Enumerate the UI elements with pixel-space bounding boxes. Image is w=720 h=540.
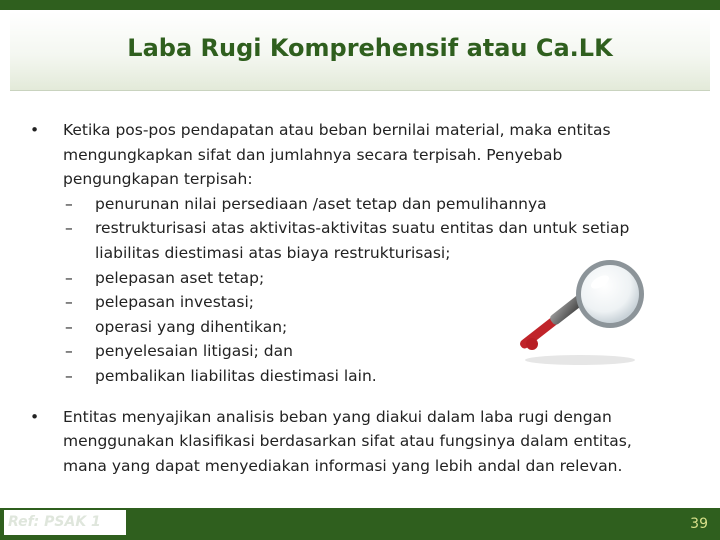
bullet-item [30, 118, 670, 192]
magnifying-glass-svg [510, 256, 660, 366]
bullet-text: Entitas menyajikan analisis beban yang diakui dalam laba rugi dengan menggunakan klasifikasi berdasarkan sifat atau fungsinya dalam entitas, mana yang dapat menyediakan informasi yang lebih andal dan relevan. [63, 407, 632, 475]
page-number: 39 [690, 516, 708, 532]
figure-hand [526, 338, 538, 350]
bullet-marker: • [30, 121, 40, 139]
sub-item-text: pelepasan aset tetap; [95, 268, 265, 287]
sub-item-text: penurunan nilai persediaan /aset tetap dan pemulihannya [95, 194, 547, 213]
sub-item-text: pembalikan liabilitas diestimasi lain. [95, 366, 377, 385]
dash-marker: – [65, 268, 73, 287]
spacer [30, 389, 670, 405]
shadow [525, 355, 635, 365]
magnifying-glass-figure-icon [510, 256, 660, 366]
reference-label: Ref: PSAK 1 [8, 514, 101, 530]
sub-item [65, 364, 670, 389]
dash-marker: – [65, 366, 73, 385]
dash-marker: – [65, 293, 73, 312]
bullet-marker: • [30, 407, 40, 426]
bullet-text: Ketika pos-pos pendapatan atau beban bernilai material, maka entitas mengungkapkan sifat dan jumlahnya secara terpisah. Penyebab pengungkapan terpisah: [63, 121, 611, 189]
bullet-item [30, 405, 670, 479]
dash-marker: – [65, 342, 73, 361]
dash-marker: – [65, 317, 73, 336]
dash-marker: – [65, 194, 73, 213]
sub-item-text: pelepasan investasi; [95, 293, 254, 312]
sub-item-text: restrukturisasi atas aktivitas-aktivitas suatu entitas dan untuk setiap liabilitas diestimasi atas biaya restrukturisasi; [95, 219, 630, 262]
dash-marker: – [65, 219, 73, 238]
sub-item [65, 192, 670, 217]
sub-item-text: operasi yang dihentikan; [95, 317, 288, 336]
sub-item-text: penyelesaian litigasi; dan [95, 342, 293, 361]
lens [581, 265, 639, 323]
top-bar [0, 0, 720, 10]
slide-title: Laba Rugi Komprehensif atau Ca.LK [127, 34, 613, 62]
